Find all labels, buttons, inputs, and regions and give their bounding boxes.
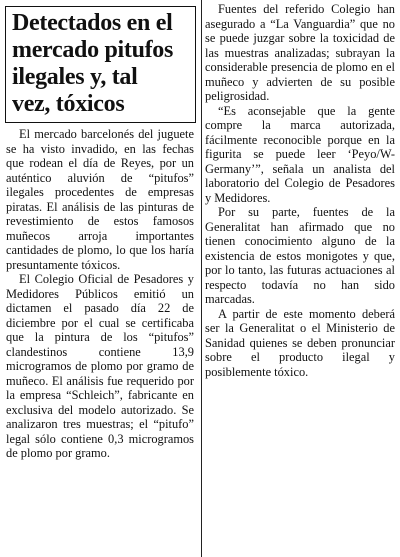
paragraph-conclusion: A partir de este momento deberá ser la Generalitat o el Ministerio de Sanidad quienes se deben pronunciar sobre el producto ilegal y posiblemente tóxico. <box>205 306 395 379</box>
paragraph-college-report: El Colegio Oficial de Pesadores y Medidores Públicos emitió un dictamen el pasado día 22 de diciembre por el cual se certificaba que la pintura de los “pitufos” clandestinos contiene 13,9 microgramos de plomo por gramo de muñeco. El análisis fue requerido por la empresa “Schleich”, fabricante en exclusiva del modelo autorizado. Se analizaron tres muestras; el “pitufo” legal sólo contiene 0,3 microgramos de plomo por gramo. <box>6 272 194 460</box>
headline: Detectados en el mercado pitufos ilegales y, tal vez, tóxicos <box>12 10 174 117</box>
headline-box <box>5 6 196 123</box>
paragraph-analyst-quote: “Es aconsejable que la gente compre la marca autorizada, fácilmente reconocible porque en la figurita se puede leer ‘Peyo/W-Germany’”, señala un analista del laboratorio del Colegio de Pesadores y Medidores. <box>205 103 395 205</box>
column-divider <box>201 0 202 557</box>
right-column <box>205 2 395 555</box>
left-column-body <box>6 127 194 555</box>
paragraph-generalitat: Por su parte, fuentes de la Generalitat han afirmado que no tienen conocimiento alguno de la existencia de estos monigotes y que, por lo tanto, las futuras actuaciones al respecto todavía no han sido marcadas. <box>205 205 395 306</box>
paragraph-intro: El mercado barcelonés del juguete se ha visto invadido, en las fechas que rodean el día de Reyes, por un auténtico aluvión de “pitufos” ilegales procedentes de empresas piratas. El análisis de las pinturas de revestimiento de estos famosos muñecos arroja importantes cantidades de plomo, lo que los haría presuntamente tóxicos. <box>6 127 194 272</box>
paragraph-college-sources: Fuentes del referido Colegio han asegurado a “La Vanguardia” que no se puede juzgar sobre la toxicidad de las muestras analizadas; subrayan la considerable presencia de plomo en el muñeco y advierten de su posible peligrosidad. <box>205 2 395 103</box>
